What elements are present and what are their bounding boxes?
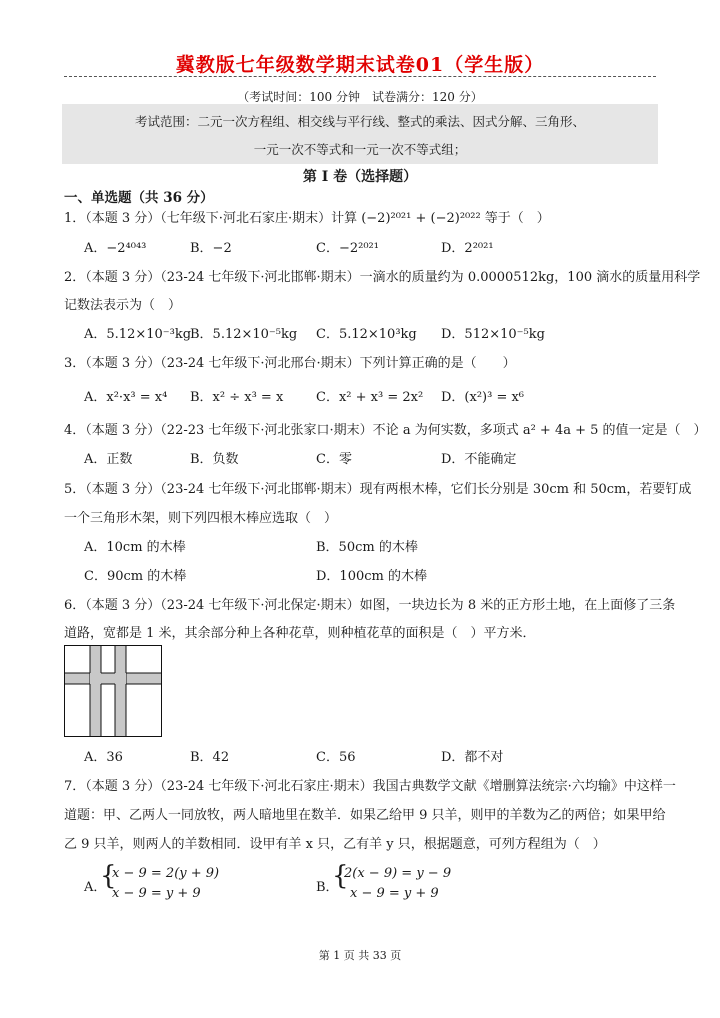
question-3-text: 3．（本题 3 分）（23-24 七年级下·河北邢台·期末）下列计算正确的是（ ） <box>64 356 516 371</box>
q7-option-a[interactable]: A． <box>84 880 107 895</box>
q6-option-b[interactable]: B．42 <box>190 750 230 765</box>
q6-option-c[interactable]: C．56 <box>316 750 356 765</box>
question-4-text: 4．（本题 3 分）（22-23 七年级下·河北张家口·期末）不论 a 为何实数，多项式 a² + 4a + 5 的值一定是（ ） <box>64 423 707 438</box>
question-7-text-1: 7．（本题 3 分）（23-24 七年级下·河北石家庄·期末）我国古典数学文献《增删算法统宗·六均输》中这样一 <box>64 779 676 794</box>
scope-line-2: 一元一次不等式和一元一次不等式组； <box>253 142 467 157</box>
square-plot <box>65 646 162 737</box>
page-title: 冀教版七年级数学期末试卷01（学生版） <box>175 54 545 76</box>
vertical-road-left <box>90 646 101 737</box>
question-6-text-2: 道路，宽都是 1 米，其余部分种上各种花草，则种植花草的面积是（ ）平方米． <box>64 626 536 641</box>
q1-option-d[interactable]: D．2²⁰²¹ <box>441 241 494 256</box>
q2-option-c[interactable]: C．5.12×10³kg <box>316 327 417 342</box>
garden-roads-figure <box>64 645 162 737</box>
section-title: 一、单选题（共 36 分） <box>64 190 214 206</box>
vertical-road-right <box>115 646 126 737</box>
q3-option-d[interactable]: D．(x²)³ = x⁶ <box>441 390 525 405</box>
q4-option-d[interactable]: D．不能确定 <box>441 452 517 467</box>
q3-option-c[interactable]: C．x² + x³ = 2x² <box>316 390 424 405</box>
part-title: 第 I 卷（选择题） <box>302 169 418 185</box>
q1-option-b[interactable]: B．−2 <box>190 241 232 256</box>
q4-option-b[interactable]: B．负数 <box>190 452 239 467</box>
question-7-text-2: 道题：甲、乙两人一同放牧，两人暗地里在数羊．如果乙给甲 9 只羊，则甲的羊数为乙的两倍；如果甲给 <box>64 808 666 823</box>
q5-option-d[interactable]: D．100cm 的木棒 <box>316 569 427 584</box>
q7-b-equation-1: 2(x − 9) = y − 9 <box>344 866 452 881</box>
q1-option-a[interactable]: A．−2⁴⁰⁴³ <box>84 241 147 256</box>
q2-option-a[interactable]: A．5.12×10⁻³kg <box>84 327 192 342</box>
page-footer: 第 1 页 共 33 页 <box>318 949 402 962</box>
q7-option-b[interactable]: B． <box>316 880 339 895</box>
question-2-text-1: 2．（本题 3 分）（23-24 七年级下·河北邯郸·期末）一滴水的质量约为 0.0000512kg，100 滴水的质量用科学 <box>64 270 701 285</box>
exam-info: （考试时间：100 分钟 试卷满分：120 分） <box>237 90 483 104</box>
question-5-text-2: 一个三角形木架，则下列四根木棒应选取（ ） <box>64 511 338 526</box>
q5-option-c[interactable]: C．90cm 的木棒 <box>84 569 187 584</box>
question-7-text-3: 乙 9 只羊，则两人的羊数相同．设甲有羊 x 只，乙有羊 y 只，根据题意，可列方程组为（ ） <box>64 837 606 852</box>
q6-option-d[interactable]: D．都不对 <box>441 750 504 765</box>
q6-option-a[interactable]: A．36 <box>84 750 123 765</box>
q3-option-b[interactable]: B．x² ÷ x³ = x <box>190 390 284 405</box>
question-1-text: 1．（本题 3 分）（七年级下·河北石家庄·期末）计算 (−2)²⁰²¹ + (−2)²⁰²² 等于（ ） <box>64 211 550 226</box>
q4-option-a[interactable]: A．正数 <box>84 452 133 467</box>
q7-a-equation-2: x − 9 = y + 9 <box>112 886 201 901</box>
exam-scope-box <box>62 104 658 164</box>
q7-a-brace: { <box>100 861 117 891</box>
q2-option-d[interactable]: D．512×10⁻⁵kg <box>441 327 545 342</box>
q7-b-equation-2: x − 9 = y + 9 <box>350 886 439 901</box>
scope-line-1: 考试范围：二元一次方程组、相交线与平行线、整式的乘法、因式分解、三角形、 <box>134 114 585 129</box>
question-5-text-1: 5．（本题 3 分）（23-24 七年级下·河北邯郸·期末）现有两根木棒，它们长分别是 30cm 和 50cm，若要钉成 <box>64 482 692 497</box>
question-6-text-1: 6．（本题 3 分）（23-24 七年级下·河北保定·期末）如图，一块边长为 8 米的正方形土地，在上面修了三条 <box>64 598 676 613</box>
q7-a-equation-1: x − 9 = 2(y + 9) <box>112 866 220 881</box>
q3-option-a[interactable]: A．x²·x³ = x⁴ <box>84 390 168 405</box>
title-divider <box>64 76 656 77</box>
q2-option-b[interactable]: B．5.12×10⁻⁵kg <box>190 327 298 342</box>
question-2-text-2: 记数法表示为（ ） <box>64 298 182 313</box>
q5-option-b[interactable]: B．50cm 的木棒 <box>316 540 418 555</box>
q1-option-c[interactable]: C．−2²⁰²¹ <box>316 241 379 256</box>
q4-option-c[interactable]: C．零 <box>316 452 352 467</box>
q5-option-a[interactable]: A．10cm 的木棒 <box>84 540 186 555</box>
q7-b-brace: { <box>332 861 349 891</box>
